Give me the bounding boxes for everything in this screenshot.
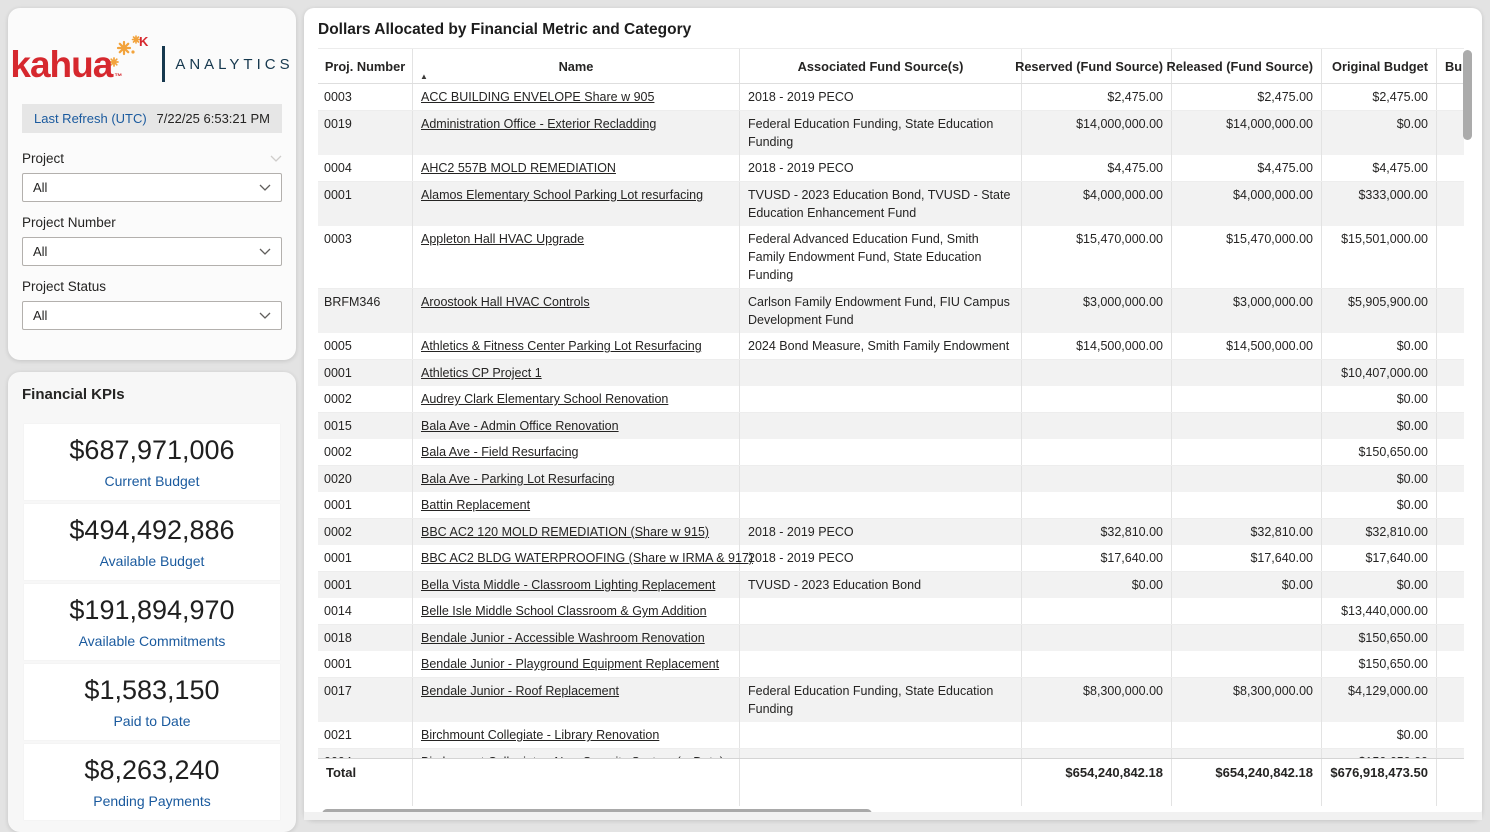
kpi-card [24, 584, 280, 660]
column-header-proj-number[interactable]: Proj. Number [318, 49, 413, 83]
table-row: 0018 Bendale Junior - Accessible Washroom Renovation $150,650.00 [318, 625, 1464, 651]
table-row: 0004 AHC2 557B MOLD REMEDIATION 2018 - 2019 PECO $4,475.00 $4,475.00 $4,475.00 [318, 155, 1464, 182]
last-refresh-bar [22, 104, 282, 133]
column-header-released[interactable]: Released (Fund Source) [1172, 49, 1322, 83]
table-row: 0001 Bendale Junior - Playground Equipment Replacement $150,650.00 [318, 651, 1464, 678]
financial-kpis-title: Financial KPIs [22, 386, 125, 403]
project-name-link[interactable]: Aroostook Hall HVAC Controls [421, 295, 590, 309]
project-name-link[interactable]: ACC BUILDING ENVELOPE Share w 905 [421, 90, 655, 104]
table-row: 0001 Alamos Elementary School Parking Lot resurfacing TVUSD - 2023 Education Bond, TVUSD - State Education Enhancement Fund $4,000,000.00 $4,000,000.00 $333,000.00 [318, 182, 1464, 226]
table-total-row [318, 758, 1464, 806]
kpi-label: Pending Payments [93, 793, 211, 809]
table-row: 0005 Athletics & Fitness Center Parking Lot Resurfacing 2024 Bond Measure, Smith Family Endowment $14,500,000.00 $14,500,000.00 $0.00 [318, 333, 1464, 360]
table-title: Dollars Allocated by Financial Metric and Category [318, 21, 692, 38]
total-label: Total [318, 759, 413, 806]
table-row: 0020 Bala Ave - Parking Lot Resurfacing $0.00 [318, 466, 1464, 492]
project-name-link[interactable]: Birchmount Collegiate - Library Renovation [421, 728, 660, 742]
panel-footer-strip [304, 812, 1482, 820]
project-name-link[interactable]: Bala Ave - Field Resurfacing [421, 445, 579, 459]
project-name-link[interactable]: Bendale Junior - Roof Replacement [421, 684, 620, 698]
project-number-filter-dropdown[interactable] [22, 237, 282, 266]
kpi-label: Available Commitments [78, 633, 226, 649]
total-reserved: $654,240,842.18 [1022, 759, 1172, 806]
kpi-label: Available Budget [99, 553, 205, 569]
project-name-link[interactable]: Athletics & Fitness Center Parking Lot Resurfacing [421, 339, 702, 353]
project-name-link[interactable]: BBC AC2 BLDG WATERPROOFING (Share w IRMA & 917) [421, 551, 754, 565]
dropdown-selected-value: All [33, 180, 48, 195]
trademark-symbol: ™ [114, 71, 122, 81]
sort-ascending-icon[interactable]: ▲ [420, 72, 428, 81]
kpi-label: Current Budget [104, 473, 200, 489]
kpi-value: $8,263,240 [84, 755, 220, 785]
table-row: 0015 Bala Ave - Admin Office Renovation $0.00 [318, 413, 1464, 439]
column-header-budget-truncated[interactable]: Bu [1445, 58, 1463, 74]
chevron-down-icon [259, 312, 271, 319]
project-name-link[interactable]: Bendale Junior - Playground Equipment Replacement [421, 657, 720, 671]
project-name-link[interactable]: Battin Replacement [421, 498, 531, 512]
table-row: 0017 Bendale Junior - Roof Replacement Federal Education Funding, State Education Funding $8,300,000.00 $8,300,000.00 $4,129,000.00 [318, 678, 1464, 722]
financial-kpis-panel [8, 372, 296, 832]
table-row: 0003 Appleton Hall HVAC Upgrade Federal Advanced Education Fund, Smith Family Endowment Fund, State Education Funding $15,470,000.00 $15,470,000.00 $15,501,000.00 [318, 226, 1464, 289]
kpi-card [24, 744, 280, 820]
kpi-label: Paid to Date [113, 713, 191, 729]
project-name-link[interactable]: Audrey Clark Elementary School Renovation [421, 392, 669, 406]
table-row: 0021 Birchmount Collegiate - Library Renovation $0.00 [318, 722, 1464, 749]
allocation-table-panel [304, 8, 1482, 820]
kpi-value: $1,583,150 [84, 675, 220, 705]
svg-text:K: K [139, 34, 149, 49]
kpi-list [24, 424, 280, 824]
dropdown-selected-value: All [33, 244, 48, 259]
kahua-logo-text: kahua ™ [10, 43, 122, 85]
last-refresh-value: 7/22/25 6:53:21 PM [156, 111, 270, 126]
project-name-link[interactable]: BBC AC2 120 MOLD REMEDIATION (Share w 915) [421, 525, 710, 539]
allocation-table [318, 48, 1464, 758]
last-refresh-label: Last Refresh (UTC) [34, 111, 147, 126]
project-name-link[interactable]: Appleton Hall HVAC Upgrade [421, 232, 585, 246]
table-row: 0001 Battin Replacement $0.00 [318, 492, 1464, 519]
table-row: 0001 BBC AC2 BLDG WATERPROOFING (Share w IRMA & 917) 2018 - 2019 PECO $17,640.00 $17,640.00 $17,640.00 [318, 545, 1464, 572]
kpi-value: $494,492,886 [69, 515, 235, 545]
table-row: 0019 Administration Office - Exterior Recladding Federal Education Funding, State Education Funding $14,000,000.00 $14,000,000.00 $0.00 [318, 111, 1464, 155]
table-row: 0001 Bella Vista Middle - Classroom Lighting Replacement TVUSD - 2023 Education Bond $0.00 $0.00 $0.00 [318, 572, 1464, 598]
project-name-link[interactable]: AHC2 557B MOLD REMEDIATION [421, 161, 616, 175]
total-released: $654,240,842.18 [1172, 759, 1322, 806]
filter-panel [8, 8, 296, 360]
dropdown-selected-value: All [33, 308, 48, 323]
project-name-link[interactable]: Bella Vista Middle - Classroom Lighting Replacement [421, 578, 716, 592]
total-original-budget: $676,918,473.50 [1322, 759, 1437, 806]
project-name-link[interactable]: Belle Isle Middle School Classroom & Gym Addition [421, 604, 707, 618]
chevron-down-icon [270, 155, 282, 162]
project-filter-dropdown[interactable] [22, 173, 282, 202]
filter-label: Project [22, 151, 282, 166]
column-header-fund-sources[interactable]: Associated Fund Source(s) [740, 49, 1022, 83]
kpi-card [24, 504, 280, 580]
vertical-scrollbar-thumb[interactable] [1463, 50, 1472, 140]
project-status-filter-dropdown[interactable] [22, 301, 282, 330]
kpi-value: $191,894,970 [69, 595, 235, 625]
kahua-analytics-logo [8, 34, 296, 90]
filters [22, 151, 282, 330]
column-header-original-budget[interactable]: Original Budget [1322, 49, 1437, 83]
table-rows [318, 84, 1464, 758]
kpi-value: $687,971,006 [69, 435, 235, 465]
table-row: 0003 ACC BUILDING ENVELOPE Share w 905 2018 - 2019 PECO $2,475.00 $2,475.00 $2,475.00 [318, 84, 1464, 111]
project-name-link[interactable]: Athletics CP Project 1 [421, 366, 542, 380]
table-header-row [318, 48, 1464, 84]
table-row: BRFM346 Aroostook Hall HVAC Controls Carlson Family Endowment Fund, FIU Campus Development Fund $3,000,000.00 $3,000,000.00 $5,905,900.00 [318, 289, 1464, 333]
table-row: 0002 Audrey Clark Elementary School Renovation $0.00 [318, 386, 1464, 413]
analytics-logo-text: ANALYTICS [175, 55, 294, 73]
project-name-link[interactable]: Administration Office - Exterior Recladding [421, 117, 657, 131]
logo-divider [162, 46, 165, 82]
table-row: 0002 BBC AC2 120 MOLD REMEDIATION (Share w 915) 2018 - 2019 PECO $32,810.00 $32,810.00 $32,810.00 [318, 519, 1464, 545]
kpi-card [24, 664, 280, 740]
column-header-reserved[interactable]: Reserved (Fund Source) [1022, 49, 1172, 83]
filter-label: Project Status [22, 279, 107, 294]
kpi-card [24, 424, 280, 500]
filter-label: Project Number [22, 215, 116, 230]
project-name-link[interactable]: Alamos Elementary School Parking Lot resurfacing [421, 188, 704, 202]
column-header-name[interactable]: Name ▲ [413, 49, 740, 83]
table-row: 0014 Belle Isle Middle School Classroom & Gym Addition $13,440,000.00 [318, 598, 1464, 625]
table-row: 0001 Athletics CP Project 1 $10,407,000.00 [318, 360, 1464, 386]
chevron-down-icon [259, 184, 271, 191]
kahua-starburst-icon [106, 30, 148, 72]
project-name-link[interactable]: Bendale Junior - Accessible Washroom Renovation [421, 631, 705, 645]
project-name-link[interactable]: Bala Ave - Parking Lot Resurfacing [421, 472, 615, 486]
table-row: 0002 Bala Ave - Field Resurfacing $150,650.00 [318, 439, 1464, 466]
chevron-down-icon [259, 248, 271, 255]
project-name-link[interactable]: Bala Ave - Admin Office Renovation [421, 419, 619, 433]
